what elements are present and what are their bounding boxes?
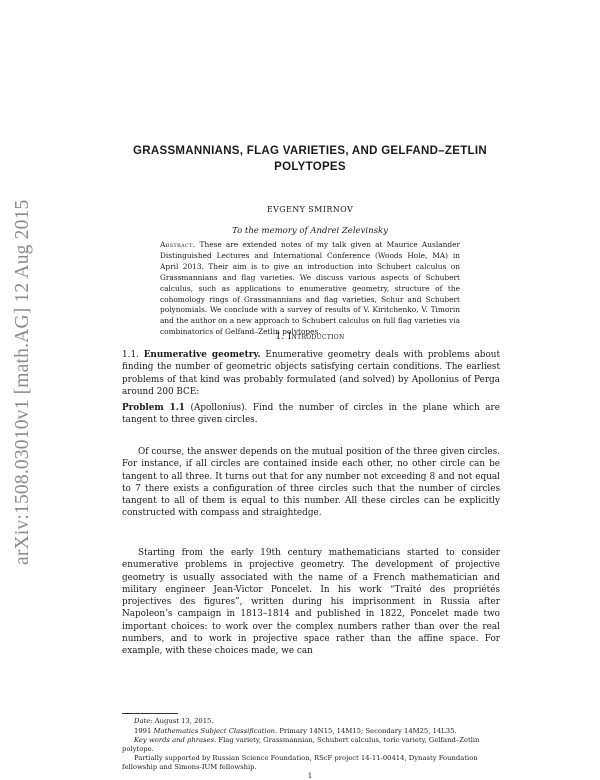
abstract-text: These are extended notes of my talk given at Maurice Auslander Distinguished Lectures and International Conference (Woods Hole, MA) in April 2013. Their aim is to give an introduction into Schubert calculus on Grassmannians and flag varieties. We discuss various aspects of Schubert calculus, such as applications to enumerative geometry, structure of the cohomology rings of Grassmannians and flag varieties, Schur and Schubert polynomials. We conclude with a survey of results of V. Kiritchenko, V. Timorin and the author on a new approach to Schubert calculus on full flag varieties via combinatorics of Gelfand–Zetlin polytopes.	[160, 240, 460, 337]
subsection-paragraph	[122, 349, 500, 398]
subsection-number: 1.1.	[122, 350, 139, 360]
footnote-msc-label: Mathematics Subject Classification.	[153, 727, 278, 735]
footnote-rule	[122, 713, 178, 714]
footnote-date-value: : August 13, 2015.	[150, 717, 214, 725]
title-line-1: GRASSMANNIANS, FLAG VARIETIES, AND GELFAND–ZETLIN	[133, 145, 487, 157]
problem-statement	[122, 402, 500, 427]
title-line-2: POLYTOPES	[274, 161, 346, 173]
footnote-msc	[122, 727, 500, 736]
footnote-keywords-label: Key words and phrases.	[134, 736, 217, 744]
footnote-keywords-value: Flag variety, Grassmannian, Schubert calculus, toric variety, Gelfand–Zetlin polytope.	[122, 736, 480, 753]
dedication: To the memory of Andrei Zelevinsky	[232, 226, 388, 236]
author-name: EVGENY SMIRNOV	[266, 205, 354, 214]
subsection-title: Enumerative geometry.	[143, 350, 261, 360]
body-paragraph-history: Starting from the early 19th century mathematicians started to consider enumerative problems in projective geometry. The development of projective geometry is usually associated with the name of a French mathematician and military engineer Jean-Victor Poncelet. In his work “Traité des propriétés projectives des figures”, written during his imprisonment in Russia after Napoleon’s campaign in 1813–1814 and published in 1822, Poncelet made two important choices: to work over the complex numbers rather than over the real numbers, and to work in projective space rather than the affine space. For example, with these choices made, we can	[122, 548, 500, 657]
problem-label: Problem 1.1	[122, 403, 185, 413]
subsection-text: Enumerative geometry deals with problems about finding the number of geometric objects satisfying certain conditions. The earliest problems of that kind was probably formulated (and solved) by Apollonius of Perga around 200 BCE:	[122, 350, 501, 397]
footnote-date-label: Date	[134, 717, 151, 725]
abstract-label: Abstract.	[160, 240, 196, 249]
problem-attribution: (Apollonius).	[190, 403, 248, 413]
footnote-support: Partially supported by Russian Science Foundation, RScF project 14-11-00414, Dynasty Foundation fellowship and Simons-IUM fellowship.	[122, 754, 478, 771]
footnote-msc-year: 1991	[134, 727, 152, 735]
footnote-date	[122, 717, 500, 726]
page-number: 1	[307, 772, 313, 780]
footnote-msc-value: Primary 14N15, 14M15; Secondary 14M25, 14L35.	[279, 727, 457, 735]
abstract	[160, 240, 460, 338]
body-paragraph-circles: Of course, the answer depends on the mutual position of the three given circles. For instance, if all circles are contained inside each other, no other circle can be tangent to all three. It turns out that for any number not exceeding 8 and not equal to 7 there exists a configuration of three circles such that the number of circles tangent to all of them is equal to this number. All these circles can be explicitly constructed with compass and straightedge.	[122, 447, 500, 519]
arxiv-identifier: arXiv:1508.03010v1 [math.AG] 12 Aug 2015	[12, 199, 33, 565]
problem-text: Find the number of circles in the plane which are tangent to three given circles.	[122, 403, 500, 426]
paper-title	[110, 143, 510, 175]
section-heading: 1. Introduction	[275, 332, 345, 342]
footnote-keywords	[122, 736, 500, 754]
